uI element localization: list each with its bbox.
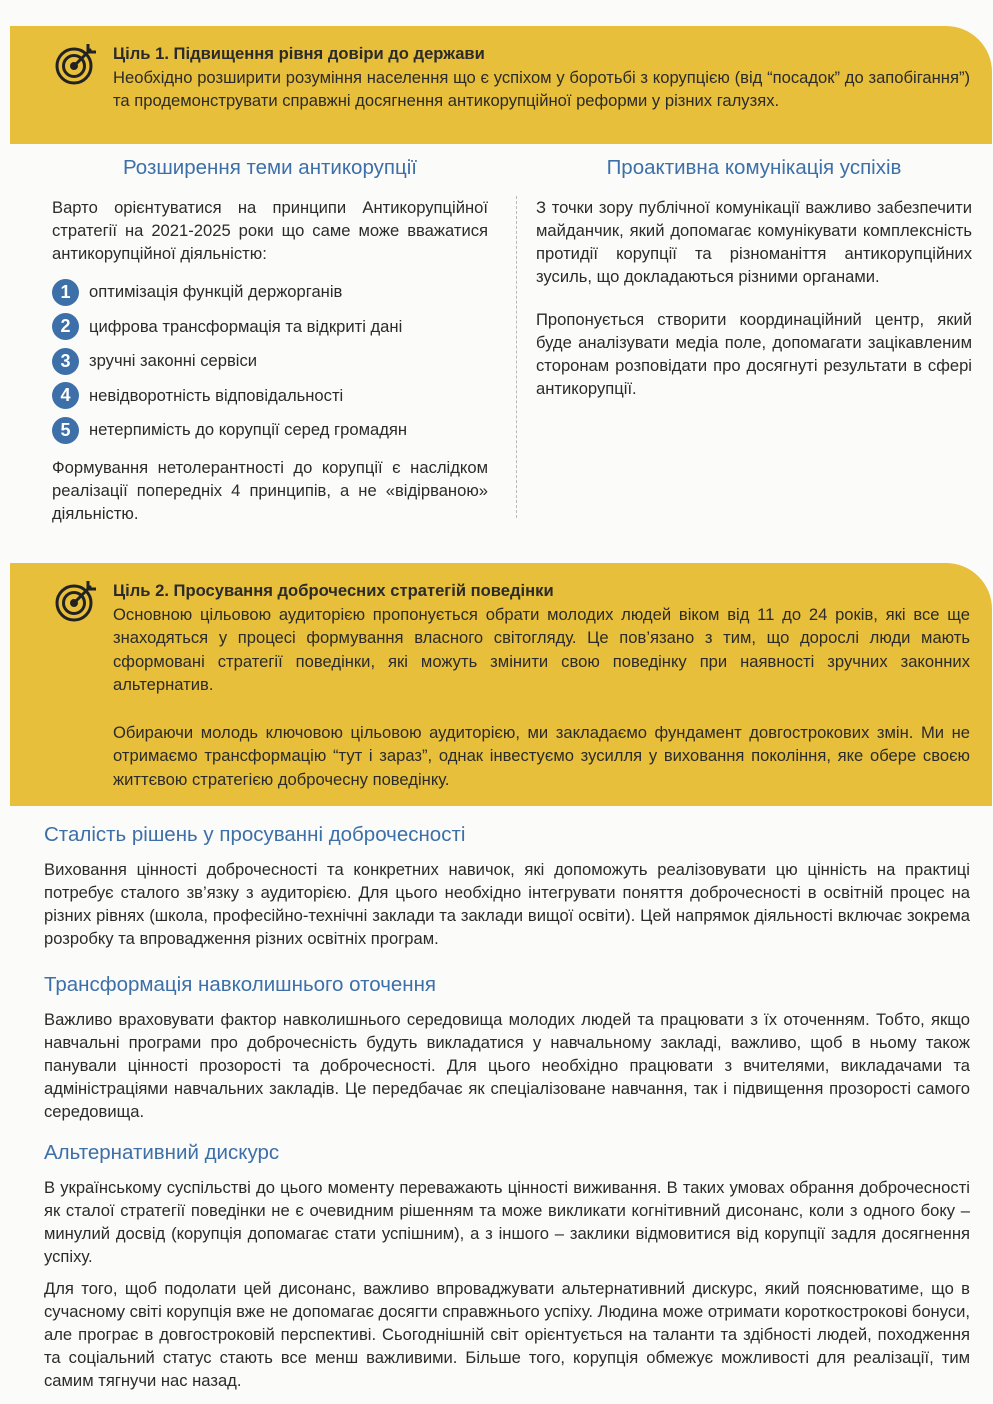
principle-label: оптимізація функцій держорганів — [89, 282, 343, 302]
principle-item — [52, 310, 488, 345]
column-anticorruption-scope — [52, 154, 488, 525]
principle-item — [52, 275, 488, 310]
goal-1-banner — [10, 26, 992, 144]
principle-item — [52, 344, 488, 379]
target-icon — [52, 40, 100, 88]
section-title: Трансформація навколишнього оточення — [44, 973, 437, 996]
principle-label: цифрова трансформація та відкриті дані — [89, 316, 403, 336]
goal-1-text — [113, 42, 970, 113]
column-right-paragraph-1: З точки зору публічної комунікації важливо забезпечити майданчик, який допомагає комунікувати комплексність протидії корупції та різноманіття антикорупційних зусиль, що докладаються різними органами. — [536, 198, 972, 286]
section-sustainability — [44, 822, 970, 950]
principle-item — [52, 413, 488, 448]
column-right-paragraph-2: Пропонується створити координаційний центр, який буде аналізувати медіа поле, допомагати зацікавленим сторонам розповідати про досягнуті результати в сфері антикорупції. — [536, 310, 972, 398]
number-badge: 4 — [52, 382, 79, 409]
goal-2-paragraph-2: Обираючи молодь ключовою цільовою аудиторією, ми закладаємо фундамент довгострокових змін. Ми не отримаємо трансформацію “тут і зараз”, однак інвестуємо зусилля у виховання покоління, яке обере своєю життєвою стратегією доброчесну поведінку. — [113, 722, 970, 789]
section-paragraph: Для того, щоб подолати цей дисонанс, важливо впроваджувати альтернативний дискурс, який пояснюватиме, що в сучасному світі корупція вже не допомагає досягти справжнього успіху. Людина може отримати короткострокові бонуси, але програє в довгостроковій перспективі. Сьогоднішній світ орієнтується на таланти та здібності людей, походження та соціальний статус стають все менш важливими. Більше того, корупція обмежує можливості для реалізації, тим самим тягнучи нас назад. — [44, 1279, 970, 1390]
goal-2-banner — [10, 563, 992, 806]
column-divider — [516, 196, 517, 518]
target-icon — [52, 577, 100, 625]
section-paragraph: Важливо враховувати фактор навколишнього середовища молодих людей та працювати з їх оточенням. Тобто, якщо навчальні програми про доброчесність будуть викладатися у навчальному закладі, важливо, щоб в ньому також панували цінності прозорості та доброчесності. Для цього необхідно працювати з вчителями, викладачами та адміністраціями навчальних закладів. Це передбачає як спеціалізоване навчання, так і підвищення прозорості самого середовища. — [44, 1010, 970, 1121]
section-environment — [44, 972, 970, 1123]
section-paragraph: Виховання цінності доброчесності та конкретних навичок, які допоможуть реалізовувати цю цінність на практиці потребує сталого зв’язку з аудиторією. Для цього необхідно інтегрувати поняття доброчесності в освітній процес на різних рівнях (школа, професійно-технічні заклади та заклади вищої освіти). Цей напрямок діяльності включає зокрема розробку та впровадження різних освітніх програм. — [44, 860, 970, 948]
column-left-outro: Формування нетолерантності до корупції є наслідком реалізації попередніх 4 принципів, а не «відірваною» діяльністю. — [52, 457, 488, 523]
column-left-intro: Варто орієнтуватися на принципи Антикорупційної стратегії на 2021-2025 роки що саме може вважатися антикорупційної діяльністю: — [52, 198, 488, 263]
goal-1-body: Необхідно розширити розуміння населення що є успіхом у боротьбі з корупцією (від “посадок” до запобігання”) та продемонструвати справжні досягнення антикорупційної реформи у різних галузях. — [113, 67, 970, 110]
goal-2-text — [113, 579, 970, 791]
section-title: Сталість рішень у просуванні доброчесності — [44, 823, 466, 846]
principle-label: зручні законні сервіси — [89, 351, 258, 371]
column-left-title: Розширення теми антикорупції — [123, 156, 417, 179]
section-alternative-discourse — [44, 1140, 970, 1392]
goal-2-title: Ціль 2. Просування доброчесних стратегій поведінки — [113, 581, 554, 600]
section-title: Альтернативний дискурс — [44, 1141, 280, 1164]
section-paragraph: В українському суспільстві до цього моменту переважають цінності виживання. В таких умовах обрання доброчесності як сталої стратегії поведінки не є очевидним рішенням та може викликати когнітивний дисонанс, коли з одного боку – минулий досвід (корупція допомагає стати успішним), а з іншого – заклики відмовитися від корупції задля досягнення успіху. — [44, 1178, 970, 1266]
principles-list — [52, 275, 488, 448]
principle-label: нетерпимість до корупції серед громадян — [89, 420, 408, 440]
principle-label: невідворотність відповідальності — [89, 385, 344, 405]
number-badge: 1 — [52, 279, 79, 306]
column-right-title: Проактивна комунікація успіхів — [606, 156, 902, 179]
number-badge: 5 — [52, 417, 79, 444]
principle-item — [52, 379, 488, 414]
goal-1-title: Ціль 1. Підвищення рівня довіри до держави — [113, 44, 485, 63]
goal-2-paragraph-1: Основною цільовою аудиторією пропонується обрати молодих людей віком від 11 до 24 років, які все ще знаходяться у процесі формування власного світогляду. Це пов’язано з тим, що дорослі люди мають сформовані стратегії поведінки, які можуть змінити свою поведінку при наявності зручних законних альтернатив. — [113, 604, 970, 694]
number-badge: 2 — [52, 313, 79, 340]
column-proactive-communication — [536, 154, 972, 400]
number-badge: 3 — [52, 348, 79, 375]
